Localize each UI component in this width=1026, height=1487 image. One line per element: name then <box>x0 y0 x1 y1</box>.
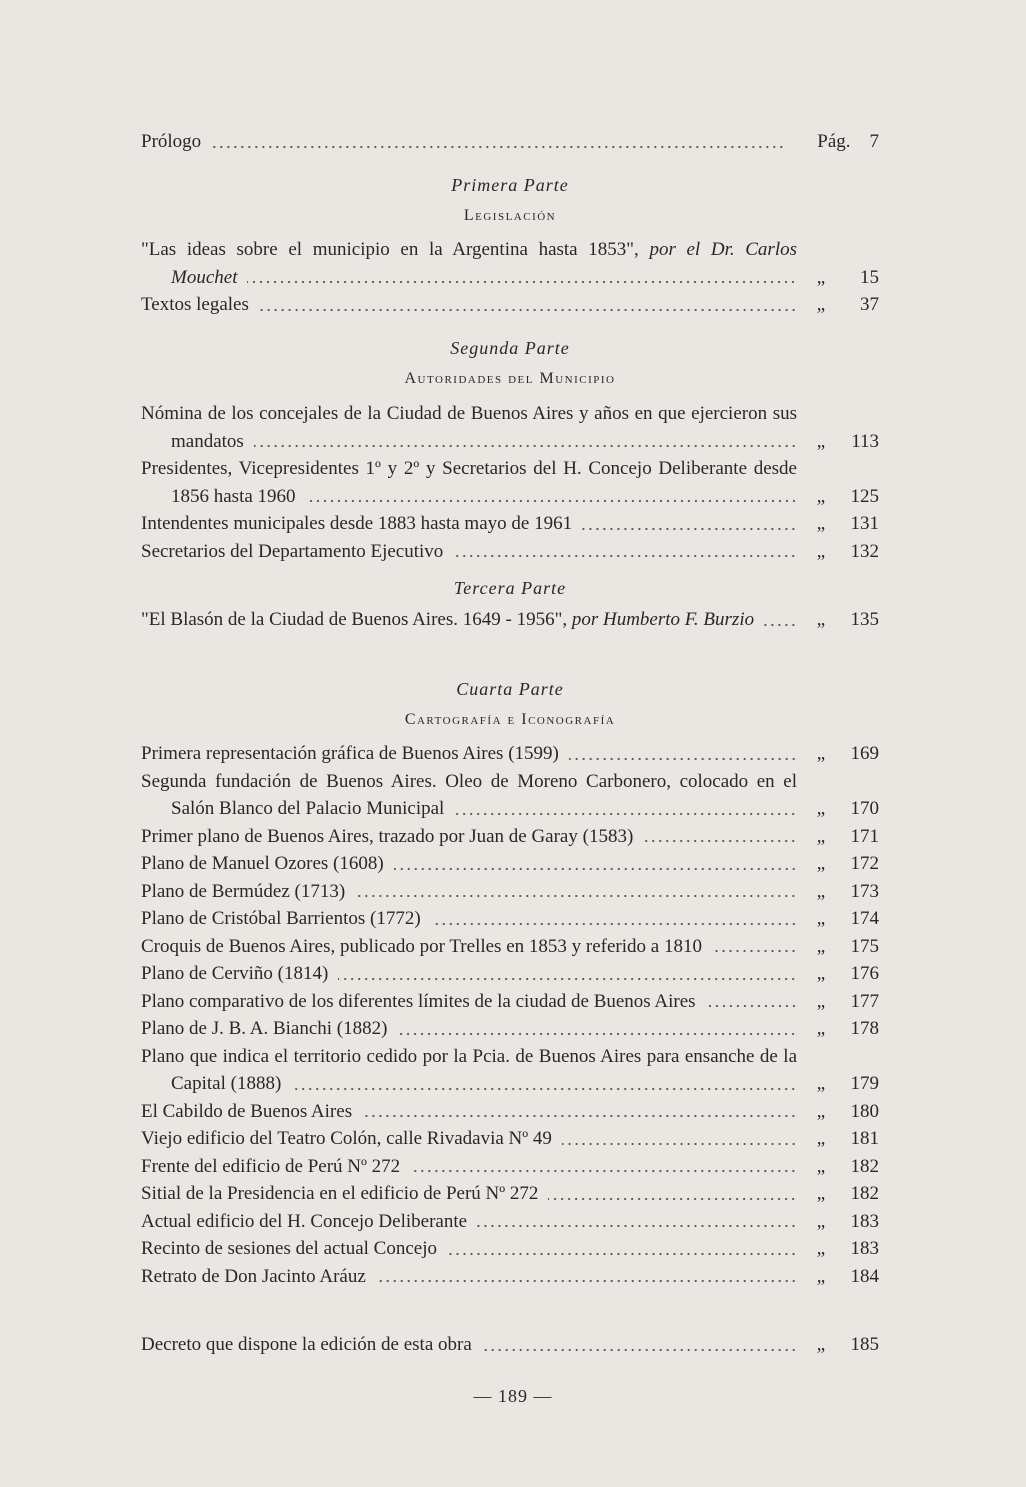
toc-entry <box>141 1015 879 1043</box>
toc-entry-page: 182 <box>850 1155 879 1177</box>
toc-entry <box>141 538 879 566</box>
toc-entry-title: Primera representación gráfica de Buenos Aires (1599) <box>141 743 565 764</box>
toc-entry-page: 175 <box>850 935 879 957</box>
toc-entry-page: 174 <box>850 908 879 929</box>
toc-entry-page: 170 <box>850 798 879 819</box>
dot-leader <box>338 977 797 981</box>
dot-leader <box>355 894 797 898</box>
ditto-mark: „ <box>816 990 826 1012</box>
toc-entry <box>141 1043 879 1098</box>
part-subtitle: Autoridades del Municipio <box>404 370 616 387</box>
toc-entry <box>141 291 879 319</box>
ditto-mark: „ <box>816 1128 826 1149</box>
toc-entry <box>141 988 879 1016</box>
toc-entry-page: 182 <box>850 1183 879 1204</box>
ditto-mark: „ <box>816 294 826 315</box>
dot-leader <box>306 499 797 503</box>
dot-leader <box>410 1169 797 1173</box>
toc-entry-page: 179 <box>850 1073 879 1094</box>
ditto-mark: „ <box>816 935 826 957</box>
toc-entry-title: Segunda fundación de Buenos Aires. Oleo de Moreno Carbonero, colocado en el Salón Blanco del Palacio Municipal <box>141 770 797 819</box>
ditto-mark: „ <box>816 963 826 984</box>
toc-entry-page: 171 <box>850 825 879 847</box>
toc-entry-page: 113 <box>851 430 879 452</box>
toc-entry <box>141 606 879 634</box>
part-title: Primera Parte <box>451 175 569 195</box>
toc-entry-title: Plano que indica el territorio cedido por la Pcia. de Buenos Aires para ensanche de la Capital (1888) <box>141 1045 797 1094</box>
toc-entry <box>141 455 879 510</box>
dot-leader <box>548 1197 797 1201</box>
toc-entry-page: 180 <box>850 1100 879 1122</box>
toc-decreto <box>141 1331 879 1359</box>
toc-entry-page: 178 <box>850 1018 879 1039</box>
part-title: Cuarta Parte <box>456 679 564 699</box>
part-title: Segunda Parte <box>450 338 570 358</box>
toc-entry-title: El Cabildo de Buenos Aires <box>141 1101 358 1122</box>
dot-leader <box>291 1087 797 1091</box>
toc-entry <box>141 1125 879 1153</box>
toc-entry-title: Viejo edificio del Teatro Colón, calle Rivadavia Nº 49 <box>141 1128 558 1149</box>
toc-entry-page: 177 <box>850 990 879 1012</box>
ditto-mark: „ <box>816 430 826 452</box>
toc-entry-page: 183 <box>850 1210 879 1232</box>
toc-entry-title: "El Blasón de la Ciudad de Buenos Aires. 1649 - 1956", por Humberto F. Burzio <box>141 609 760 630</box>
toc-entry-title: Secretarios del Departamento Ejecutivo <box>141 541 449 562</box>
toc-entry-page: 15 <box>860 266 879 288</box>
toc-entry-page: 125 <box>850 485 879 507</box>
toc-entry <box>141 960 879 988</box>
dot-leader <box>569 757 797 761</box>
toc-entry <box>141 905 879 933</box>
toc-entry-title: Retrato de Don Jacinto Aráuz <box>141 1266 372 1287</box>
toc-entry-title: Plano de Bermúdez (1713) <box>141 881 351 902</box>
toc-entry-title: Primer plano de Buenos Aires, trazado por Juan de Garay (1583) <box>141 826 639 847</box>
toc-entry <box>141 510 879 538</box>
toc-entry-page: 173 <box>850 880 879 902</box>
dot-leader <box>376 1279 797 1283</box>
ditto-mark: „ <box>816 485 826 507</box>
toc-entry-title: Actual edificio del H. Concejo Deliberante <box>141 1211 473 1232</box>
ditto-mark: „ <box>816 1100 826 1122</box>
dot-leader <box>764 623 797 627</box>
ditto-mark: „ <box>816 880 826 902</box>
ditto-mark: „ <box>816 1073 826 1094</box>
toc-entry <box>141 1180 879 1208</box>
toc-entry-title: Croquis de Buenos Aires, publicado por Trelles en 1853 y referido a 1810 <box>141 936 708 957</box>
toc-entry <box>141 400 879 455</box>
toc-entry-page: 132 <box>850 540 879 562</box>
toc-entry-title: Plano de Cristóbal Barrientos (1772) <box>141 908 427 929</box>
toc-part-1 <box>141 236 879 291</box>
dot-leader <box>453 554 797 558</box>
toc-prologo <box>141 128 879 156</box>
prologo-page: 7 <box>869 131 879 152</box>
dot-leader <box>362 1114 797 1118</box>
ditto-mark: „ <box>816 743 826 764</box>
toc-entry <box>141 1235 879 1263</box>
decreto-page: 185 <box>850 1334 879 1355</box>
ditto-mark: „ <box>816 1238 826 1259</box>
toc-entry-title: Plano de Manuel Ozores (1608) <box>141 853 390 874</box>
toc-part-4 <box>141 740 879 1290</box>
toc-entry <box>141 878 879 906</box>
ditto-mark: „ <box>816 1265 826 1287</box>
page-number: — 189 — <box>473 1386 553 1406</box>
toc-entry-page: 135 <box>850 609 879 630</box>
toc-entry-page: 176 <box>850 963 879 984</box>
ditto-mark: „ <box>816 609 826 630</box>
toc-entry-title: Recinto de sesiones del actual Concejo <box>141 1238 443 1259</box>
dot-leader <box>397 1032 797 1036</box>
toc-entry-page: 131 <box>850 513 879 534</box>
toc-entry <box>141 1098 879 1126</box>
toc-entry <box>141 740 879 768</box>
part-title: Tercera Parte <box>453 578 567 598</box>
toc-entry-title: Sitial de la Presidencia en el edificio de Perú Nº 272 <box>141 1183 544 1204</box>
toc-entry-title: Frente del edificio de Perú Nº 272 <box>141 1156 406 1177</box>
dot-leader <box>562 1142 797 1146</box>
toc-entry-page: 172 <box>850 853 879 874</box>
dot-leader <box>431 922 797 926</box>
part-subtitle: Cartografía e Iconografía <box>404 711 616 728</box>
toc-entry <box>141 1208 879 1236</box>
toc-entry-title: Presidentes, Vicepresidentes 1º y 2º y Secretarios del H. Concejo Deliberante desde 1856 hasta 1960 <box>141 458 797 507</box>
toc-entry-page: 37 <box>860 294 879 315</box>
dot-leader <box>447 1252 797 1256</box>
ditto-mark: „ <box>816 540 826 562</box>
toc-entry <box>141 1263 879 1291</box>
dot-leader <box>254 444 797 448</box>
ditto-mark: „ <box>816 1334 826 1355</box>
ditto-mark: „ <box>816 825 826 847</box>
pag-label: Pág. <box>817 131 851 152</box>
toc-entry-title: Intendentes municipales desde 1883 hasta mayo de 1961 <box>141 513 578 534</box>
decreto-text: Decreto que dispone la edición de esta obra <box>141 1334 478 1355</box>
toc-entry-page: 169 <box>850 743 879 764</box>
ditto-mark: „ <box>816 908 826 929</box>
toc-entry-title: Textos legales <box>141 294 255 315</box>
dot-leader <box>582 527 797 531</box>
dot-leader <box>643 839 797 843</box>
toc-entry <box>141 933 879 961</box>
toc-entry-title: Plano de J. B. A. Bianchi (1882) <box>141 1018 393 1039</box>
toc-part-2 <box>141 400 879 565</box>
prologo-label: Prólogo <box>141 131 207 152</box>
ditto-mark: „ <box>816 1210 826 1232</box>
dot-leader <box>712 949 797 953</box>
toc-entry-title: Plano de Cerviño (1814) <box>141 963 334 984</box>
toc-part-3 <box>141 606 879 634</box>
dot-leader <box>706 1004 797 1008</box>
toc-entry-title: Plano comparativo de los diferentes límites de la ciudad de Buenos Aires <box>141 991 702 1012</box>
ditto-mark: „ <box>816 1018 826 1039</box>
toc-entry <box>141 823 879 851</box>
toc-entry-title: "Las ideas sobre el municipio en la Argentina hasta 1853", por el Dr. Carlos Mouchet <box>141 239 797 288</box>
toc-entry-page: 181 <box>850 1128 879 1149</box>
ditto-mark: „ <box>816 853 826 874</box>
dot-leader <box>259 308 797 312</box>
ditto-mark: „ <box>816 798 826 819</box>
toc-entry <box>141 236 879 291</box>
toc-entry <box>141 850 879 878</box>
dot-leader <box>247 280 797 284</box>
ditto-mark: „ <box>816 1155 826 1177</box>
toc-entry-page: 184 <box>850 1265 879 1287</box>
dot-leader <box>454 812 797 816</box>
toc-entry-page: 183 <box>850 1238 879 1259</box>
part-subtitle: Legislación <box>463 207 557 224</box>
ditto-mark: „ <box>816 513 826 534</box>
toc-entry <box>141 1153 879 1181</box>
toc-entry <box>141 768 879 823</box>
ditto-mark: „ <box>816 1183 826 1204</box>
ditto-mark: „ <box>816 266 826 288</box>
dot-leader <box>477 1224 797 1228</box>
toc-entry-title: Nómina de los concejales de la Ciudad de Buenos Aires y años en que ejercieron sus mandatos <box>141 403 797 452</box>
toc-part-1b <box>141 291 879 319</box>
dot-leader <box>394 867 797 871</box>
